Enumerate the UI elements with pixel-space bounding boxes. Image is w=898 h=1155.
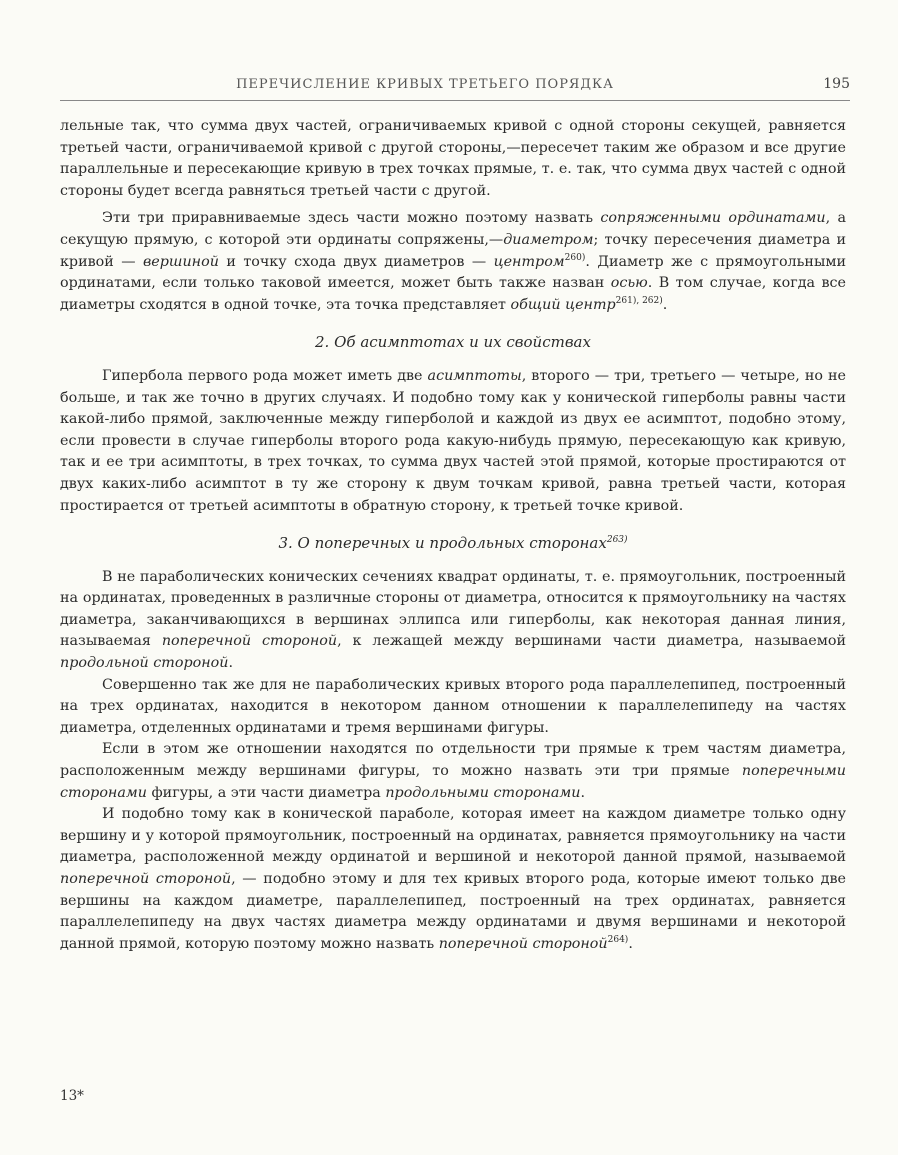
text-run: фигуры, а эти части диаметра xyxy=(146,784,386,801)
term-common-center: общий центр xyxy=(510,296,616,313)
paragraph-4 xyxy=(60,567,846,675)
paragraph-2 xyxy=(60,208,846,316)
term-axis: осью xyxy=(610,275,648,292)
text-run: ; точку пересечения диаметра и кривой — xyxy=(60,231,846,270)
term-center: центром xyxy=(493,253,565,270)
footnote-ref: 260) xyxy=(564,252,586,263)
paragraph-7 xyxy=(60,804,846,955)
term-conjugate-ordinates: сопряженными ординатами xyxy=(600,210,826,227)
section-heading-3 xyxy=(60,533,846,555)
paragraph-text: Совершенно так же для не параболических кривых второго рода параллелепипед, построенный на трех ординатах, находится в некотором данном отношении к параллелепипеду на частях диаметра, отделенных ординатами и тремя вершинами фигуры. xyxy=(60,676,846,736)
paragraph-5 xyxy=(60,675,846,740)
signature-mark: 13* xyxy=(60,1088,84,1104)
section-title: 3. О поперечных и продольных сторонах xyxy=(278,534,607,553)
footnote-ref: 264) xyxy=(607,935,629,946)
term-vertex: вершиной xyxy=(142,253,219,270)
text-run: В не параболических конических сечениях квадрат ординаты, т. е. прямоугольник, построенный на ординатах, проведенных в различные стороны от диаметра, относится к прямоугольнику на частях диаметра, заканчивающихся в вершинах эллипса или гиперболы, как некоторая данная линия, называемая xyxy=(60,568,846,650)
paragraph-1 xyxy=(60,116,846,202)
text-run: . xyxy=(580,784,585,801)
body-text xyxy=(60,116,846,955)
text-run: . xyxy=(628,935,633,952)
term-transverse-side: поперечной стороной xyxy=(60,871,232,887)
footnote-ref: 261), 262) xyxy=(615,295,663,306)
footnote-ref: 263) xyxy=(606,535,628,546)
text-run: И подобно тому как в конической параболе, которая имеет на каждом диаметре только одну вершину и у которой прямоугольник, построенный на ординатах, равняется прямоугольнику на части диаметра, расположенной между ординатой и вершиной и некоторой данной прямой, называемой xyxy=(60,806,846,866)
text-run: . xyxy=(662,296,668,313)
running-head xyxy=(60,60,850,101)
paragraph-text: лельные так, что сумма двух частей, ограничиваемых кривой с одной стороны секущей, равняется третьей части, ограничиваемой кривой с другой стороны,—пересечет таким же образом и все другие параллельные и пересекающие кривую в трех точках прямые, т. е. так, что сумма двух частей с одной стороны будет всегда равняться третьей части с другой. xyxy=(60,118,846,199)
text-run: и точку схода двух диаметров — xyxy=(218,253,494,270)
term-longitudinal-sides: продольными сторонами xyxy=(385,784,581,801)
term-longitudinal-side: продольной стороной xyxy=(60,655,229,672)
paragraph-3 xyxy=(60,366,846,517)
text-run: . В том случае, когда все диаметры сходятся в одной точке, эта точка представляет xyxy=(60,275,846,313)
text-run: Эти три приравниваемые здесь части можно поэтому назвать xyxy=(102,210,601,227)
text-run: Если в этом же отношении находятся по отдельности три прямые к трем частям диаметра, расположенным между вершинами фигуры, то можно назвать эти три прямые xyxy=(60,741,846,780)
section-title: 2. Об асимптотах и их свойствах xyxy=(315,333,591,352)
text-run: , а секущую прямую, с которой эти ординаты сопряжены,— xyxy=(60,210,846,248)
running-title: ПЕРЕЧИСЛЕНИЕ КРИВЫХ ТРЕТЬЕГО ПОРЯДКА xyxy=(236,77,614,92)
text-run: , к лежащей между вершинами части диаметра, называемой xyxy=(337,633,846,650)
text-run: , — подобно этому и для тех кривых второго рода, которые имеют только две вершины на каждом диаметре, параллелепипед, построенный на трех ординатах, равняется параллелепипеду на двух частях диаметра между ординатами и двумя вершинами и некоторой данной прямой, которую поэтому можно назвать xyxy=(60,871,846,952)
term-diameter: диаметром xyxy=(503,231,594,248)
term-asymptotes: асимптоты xyxy=(427,367,522,384)
term-transverse-sides: поперечными сторонами xyxy=(60,763,846,801)
page-number: 195 xyxy=(823,76,850,92)
text-run: Гипербола первого рода может иметь две xyxy=(102,367,428,384)
text-run: . xyxy=(228,655,234,672)
term-transverse-side: поперечной стороной xyxy=(161,633,338,650)
text-run: , второго — три, третьего — четыре, но не больше, и так же точно в других случаях. И подобно тому как у конической гиперболы равны части какой-либо прямой, заключенные между гиперболой и каждой из двух ее асимптот, подобно этому, если провести в случае гиперболы второго рода какую-нибудь прямую, пересекающую как кривую, так и ее три асимптоты, в трех точках, то сумма двух частей этой прямой, которые простираются от двух каких-либо асимптот в ту же сторону к двум точкам кривой, равна третьей части, которая простирается от третьей асимптоты в обратную сторону, к третьей точке кривой. xyxy=(60,367,846,514)
paragraph-6 xyxy=(60,739,846,804)
term-transverse-side: поперечной стороной xyxy=(438,935,608,952)
section-heading-2 xyxy=(60,332,846,354)
text-run: . Диаметр же с прямоугольными ординатами, если только таковой имеется, может быть также назван xyxy=(60,253,846,292)
